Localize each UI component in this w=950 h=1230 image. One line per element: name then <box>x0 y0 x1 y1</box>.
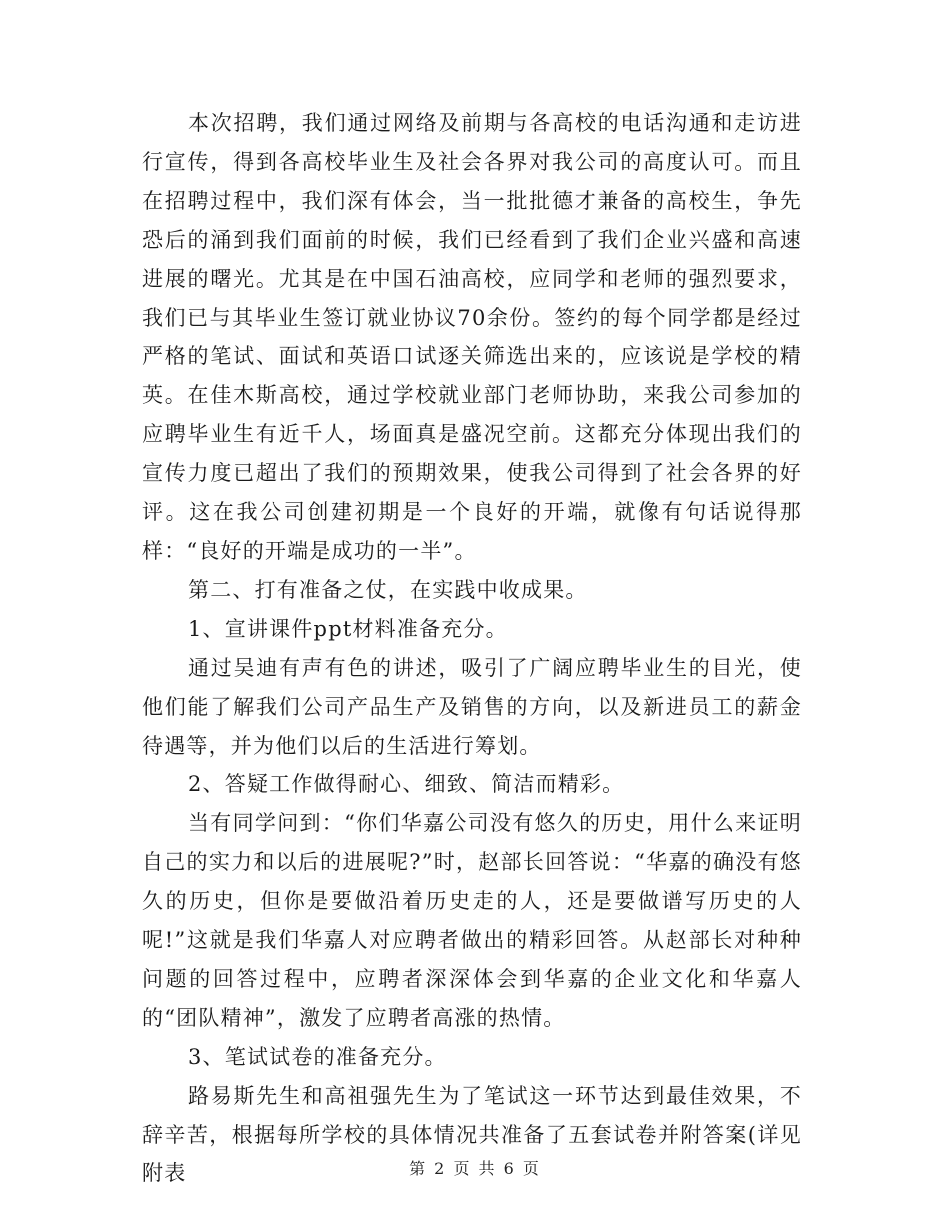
paragraph-recruitment-summary: 本次招聘，我们通过网络及前期与各高校的电话沟通和走访进行宣传，得到各高校毕业生及社会各界对我公司的高度认可。而且在招聘过程中，我们深有体会，当一批批德才兼备的高校生，争先恐后的涌到我们面前的时候，我们已经看到了我们企业兴盛和高速进展的曙光。尤其是在中国石油高校，应同学和老师的强烈要求，我们已与其毕业生签订就业协议70余份。签约的每个同学都是经过严格的笔试、面试和英语口试逐关筛选出来的，应该说是学校的精英。在佳木斯高校，通过学校就业部门老师协助，来我公司参加的应聘毕业生有近千人，场面真是盛况空前。这都充分体现出我们的宣传力度已超出了我们的预期效果，使我公司得到了社会各界的好评。这在我公司创建初期是一个良好的开端，就像有句话说得那样：“良好的开端是成功的一半”。 <box>142 111 802 563</box>
item-heading-1: 1、宣讲课件ppt材料准备充分。 <box>188 616 508 641</box>
document-body <box>142 104 802 1193</box>
item-heading-2: 2、答疑工作做得耐心、细致、简洁而精彩。 <box>188 772 625 797</box>
page-number: 第 2 页 共 6 页 <box>409 1159 541 1178</box>
page-footer <box>0 1156 950 1179</box>
paragraph-written-test: 路易斯先生和高祖强先生为了笔试这一环节达到最佳效果，不辞辛苦，根据每所学校的具体情况共准备了五套试卷并附答案(详见附表 <box>142 1083 802 1186</box>
paragraph-qa: 当有同学问到：“你们华嘉公司没有悠久的历史，用什么来证明自己的实力和以后的进展呢?”时，赵部长回答说：“华嘉的确没有悠久的历史，但你是要做沿着历史走的人，还是要做谱写历史的人呢!”这就是我们华嘉人对应聘者做出的精彩回答。从赵部长对种种问题的回答过程中，应聘者深深体会到华嘉的企业文化和华嘉人的“团队精神”，激发了应聘者高涨的热情。 <box>142 811 802 1030</box>
section-heading-second: 第二、打有准备之仗，在实践中收成果。 <box>188 577 588 602</box>
paragraph-presentation: 通过吴迪有声有色的讲述，吸引了广阔应聘毕业生的目光，使他们能了解我们公司产品生产及销售的方向，以及新进员工的薪金待遇等，并为他们以后的生活进行筹划。 <box>142 655 802 758</box>
item-heading-3: 3、笔试试卷的准备充分。 <box>188 1044 447 1069</box>
